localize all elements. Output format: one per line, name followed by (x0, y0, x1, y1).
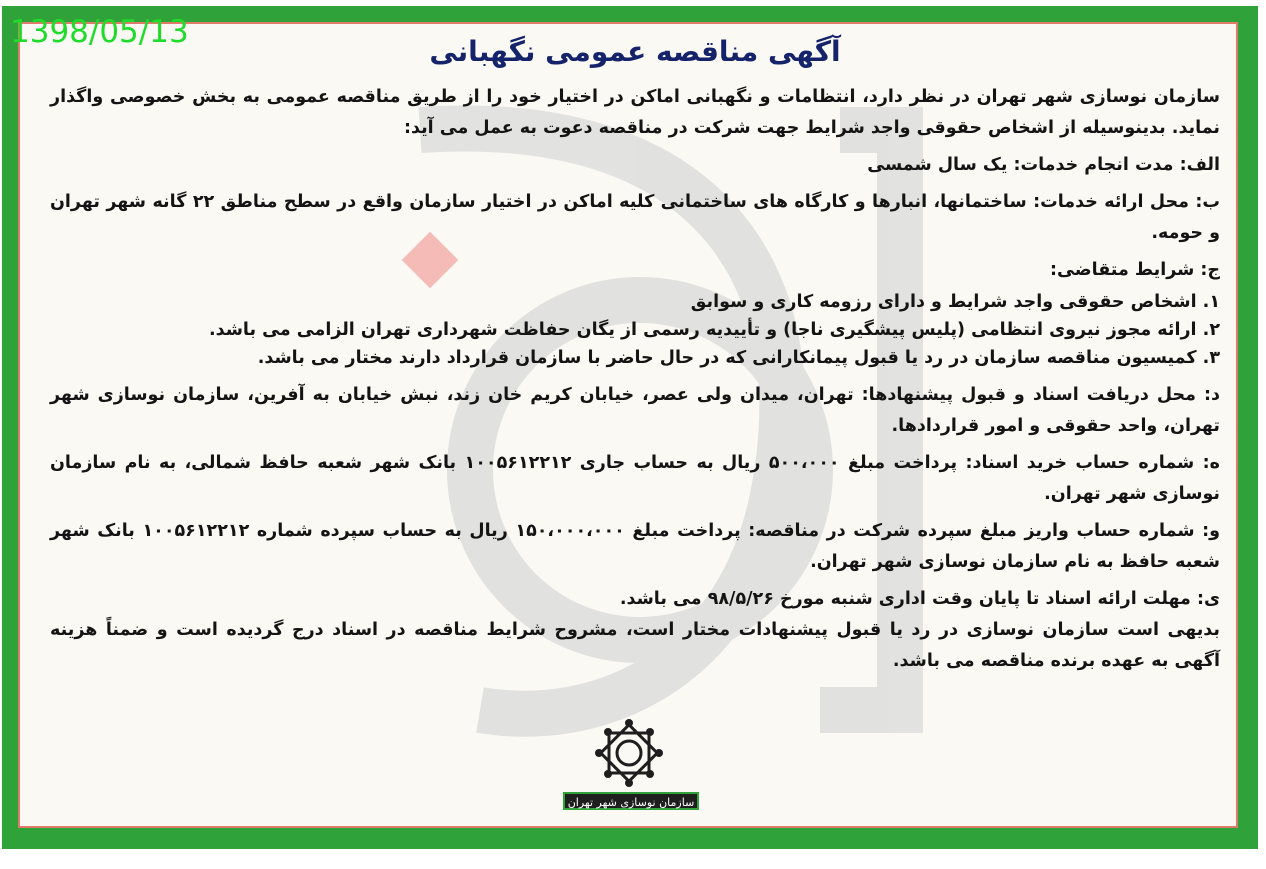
organization-logo (556, 718, 702, 792)
section-he: ه: شماره حساب خرید اسناد: پرداخت مبلغ ۵۰۰،۰۰۰ ریال به حساب جاری ۱۰۰۵۶۱۲۲۱۲ بانک شهر شعبه حافظ شمالی، به نام سازمان نوسازی شهر تهران. (50, 453, 1221, 504)
star-emblem-icon (594, 718, 664, 788)
logo-caption: سازمان نوسازی شهر تهران (563, 792, 699, 810)
document-body (50, 30, 1220, 683)
condition-item: ۳. کمیسیون مناقصه سازمان در رد یا قبول پیمانکارانی که در حال حاضر با سازمان قرارداد دارند مختار می باشد. (257, 348, 1220, 368)
section-alef: الف: مدت انجام خدمات: یک سال شمسی (867, 155, 1220, 175)
section-jim-heading: ج: شرایط متقاضی: (1050, 260, 1220, 280)
page-title: آگهی مناقصه عمومی نگهبانی (429, 35, 841, 68)
closing-paragraph: بدیهی است سازمان نوسازی در رد یا قبول پیشنهادات مختار است، مشروح شرایط مناقصه در اسناد درج گردیده است و ضمناً هزینه آگهی به عهده برنده مناقصه می باشد. (50, 620, 1220, 671)
section-be: ب: محل ارائه خدمات: ساختمانها، انبارها و کارگاه های ساختمانی کلیه اماکن در اختیار سازمان واقع در سطح مناطق ۲۲ گانه شهر تهران و حومه. (50, 192, 1220, 243)
section-ye: ی: مهلت ارائه اسناد تا پایان وقت اداری شنبه مورخ ۹۸/۵/۲۶ می باشد. (619, 589, 1220, 609)
condition-item: ۱. اشخاص حقوقی واجد شرایط و دارای رزومه کاری و سوابق (690, 292, 1220, 312)
section-dal: د: محل دریافت اسناد و قبول پیشنهادها: تهران، میدان ولی عصر، خیابان کریم خان زند، نبش خیابان به آفرین، سازمان نوسازی شهر تهران، واحد حقوقی و امور قراردادها. (50, 385, 1220, 436)
section-vav: و: شماره حساب واریز مبلغ سپرده شرکت در مناقصه: پرداخت مبلغ ۱۵۰،۰۰۰،۰۰۰ ریال به حساب سپرده شماره ۱۰۰۵۶۱۲۲۱۲ بانک شهر شعبه حافظ به نام سازمان نوسازی شهر تهران. (50, 521, 1221, 572)
date-stamp: 1398/05/13 (10, 14, 189, 50)
intro-paragraph: سازمان نوسازی شهر تهران در نظر دارد، انتظامات و نگهبانی اماکن در اختیار خود را از طریق مناقصه عمومی به بخش خصوصی واگذار نماید. بدینوسیله از اشخاص حقوقی واجد شرایط جهت شرکت در مناقصه دعوت به عمل می آید: (50, 87, 1220, 138)
condition-item: ۲. ارائه مجوز نیروی انتظامی (پلیس پیشگیری ناجا) و تأییدیه رسمی از یگان حفاظت شهرداری تهران الزامی می باشد. (208, 320, 1220, 340)
